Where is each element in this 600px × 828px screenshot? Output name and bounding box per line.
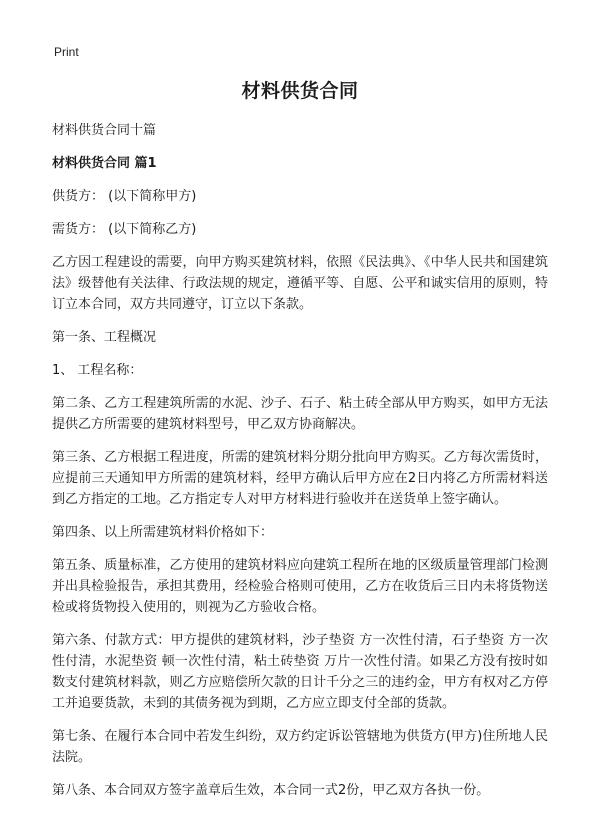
- article-1-heading: 第一条、工程概况: [52, 330, 157, 345]
- print-label: Print: [54, 45, 79, 59]
- document-title: 材料供货合同: [241, 80, 359, 102]
- buyer-line: 需货方： (以下简称乙方): [52, 222, 197, 237]
- article-7-paragraph: 第七条、在履行本合同中若发生纠纷，双方约定诉讼管辖地为供货方(甲方)住所地人民法院。: [52, 729, 548, 765]
- article-8-paragraph: 第八条、本合同双方签字盖章后生效，本合同一式2份，甲乙双方各执一份。: [52, 783, 490, 798]
- article-4-paragraph: 第四条、以上所需建筑材料价格如下：: [52, 525, 274, 540]
- article-5-paragraph: 第五条、质量标准，乙方使用的建筑材料应向建筑工程所在地的区级质量管理部门检测并出具检验报告，承担其费用，经检验合格则可使用，乙方在收货后三日内未将货物送检或将货物投入使用的，则视为乙方验收合格。: [52, 558, 548, 615]
- section-heading: 材料供货合同 篇1: [52, 156, 157, 171]
- project-name-line: 1、 工程名称：: [52, 363, 143, 378]
- supplier-line: 供货方： (以下简称甲方): [52, 189, 197, 204]
- document-subtitle: 材料供货合同十篇: [52, 123, 157, 138]
- preamble-paragraph: 乙方因工程建设的需要，向甲方购买建筑材料，依照《民法典》、《中华人民共和国建筑法》级替他有关法律、行政法规的规定，遵循平等、自愿、公平和诚实信用的原则，特订立本合同，双方共同遵守，订立以下条款。: [52, 255, 548, 312]
- article-6-paragraph: 第六条、付款方式：甲方提供的建筑材料，沙子垫资 方一次性付清，石子垫资 方一次性付清，水泥垫资 顿一次性付清，粘土砖垫资 万片一次性付清。如果乙方没有按时如数支付建筑材料款，则乙方应赔偿所欠款的日计千分之三的违约金，甲方有权对乙方停工并追要货款，未到的其债务视为到期，乙方应立即支付全部的货款。: [52, 633, 548, 711]
- article-2-paragraph: 第二条、乙方工程建筑所需的水泥、沙子、石子、粘土砖全部从甲方购买，如甲方无法提供乙方所需要的建筑材料型号，甲乙双方协商解决。: [52, 396, 548, 432]
- article-3-paragraph: 第三条、乙方根据工程进度，所需的建筑材料分期分批向甲方购买。乙方每次需货时，应提前三天通知甲方所需的建筑材料，经甲方确认后甲方应在2日内将乙方所需材料送到乙方指定的工地。乙方指定专人对甲方材料进行验收并在送货单上签字确认。: [52, 450, 548, 507]
